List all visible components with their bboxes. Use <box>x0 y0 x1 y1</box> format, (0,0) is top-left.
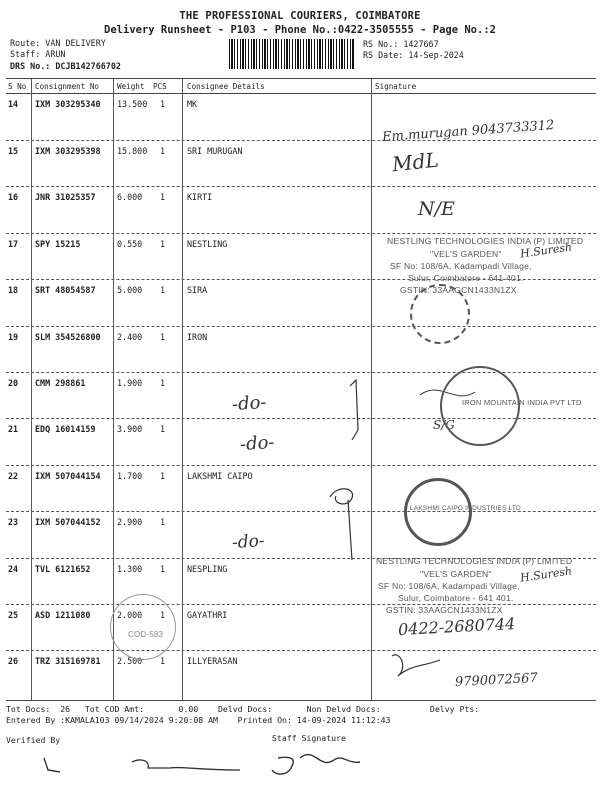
handwritten-phone: 0422-2680744 <box>397 613 516 640</box>
lakshmi-seal <box>404 478 472 546</box>
row-pcs: 1 <box>160 378 166 388</box>
row-consignee: NESPLING <box>187 564 228 574</box>
col-header-sno: S No <box>8 82 27 91</box>
seal-text: LAKSHMI CAIPO INDUSTRIES LTD <box>410 505 521 512</box>
row-pcs: 1 <box>160 239 166 249</box>
stamp-line: NESTLING TECHNOLOGIES INDIA (P) LIMITED <box>376 556 573 566</box>
row-consignee: LAKSHMI CAIPO <box>187 471 253 481</box>
row-consignment: SLM 354526800 <box>35 332 101 342</box>
row-pcs: 1 <box>160 656 166 666</box>
handwritten-phone: 9790072567 <box>454 670 539 691</box>
row-pcs: 1 <box>160 99 166 109</box>
row-sno: 21 <box>8 424 19 434</box>
seal-text: IRON MOUNTAIN INDIA PVT LTD <box>462 398 582 407</box>
row-pcs: 1 <box>160 285 166 295</box>
totals-line: Tot Docs: 26 Tot COD Amt: 0.00 Delvd Docs: Non Delvd Docs: Delvy Pts: <box>6 704 480 714</box>
round-seal <box>410 284 470 344</box>
row-weight: 15.800 <box>117 146 148 156</box>
row-pcs: 1 <box>160 610 166 620</box>
row-sno: 19 <box>8 332 19 342</box>
handwritten-signature: H.Suresh <box>519 564 573 585</box>
row-sno: 26 <box>8 656 19 666</box>
row-sno: 15 <box>8 146 19 156</box>
stamp-line: SF No: 108/6A, Kadampadi Village, <box>390 261 532 271</box>
row-consignee: MK <box>187 99 198 109</box>
company-title: THE PROFESSIONAL COURIERS, COIMBATORE <box>179 10 421 22</box>
row-weight: 6.000 <box>117 192 143 202</box>
row-consignee: SRI MURUGAN <box>187 146 243 156</box>
row-sno: 22 <box>8 471 19 481</box>
row-weight: 3.900 <box>117 424 143 434</box>
row-consignee: ILLYERASAN <box>187 656 238 666</box>
row-pcs: 1 <box>160 332 166 342</box>
handwritten-signature: S/G <box>433 418 455 432</box>
row-weight: 13.500 <box>117 99 148 109</box>
row-consignment: ASD 1211080 <box>35 610 91 620</box>
row-consignment: TRZ 315169781 <box>35 656 101 666</box>
row-weight: 2.400 <box>117 332 143 342</box>
stamp-line: Sulur, Coimbatore - 641 401. <box>398 593 514 603</box>
col-header-weight: Weight <box>117 82 145 91</box>
stamp-line: "VEL'S GARDEN" <box>430 249 502 259</box>
row-sno: 16 <box>8 192 19 202</box>
stamp-line: "VEL'S GARDEN" <box>420 569 492 579</box>
row-weight: 0.550 <box>117 239 143 249</box>
stamp-line: NESTLING TECHNOLOGIES INDIA (P) LIMITED <box>387 236 584 246</box>
staff-signature-label: Staff Signature <box>272 733 346 743</box>
row-pcs: 1 <box>160 564 166 574</box>
handwritten-signature: Em.murugan 9043733312 <box>381 118 555 145</box>
row-pcs: 1 <box>160 192 166 202</box>
rs-number: RS No.: 1427667 <box>363 39 439 49</box>
row-consignment: JNR 31025357 <box>35 192 96 202</box>
handwritten-signature: H.Suresh <box>519 240 573 261</box>
handwritten-signature: N/E <box>418 198 455 220</box>
row-consignee: KIRTI <box>187 192 213 202</box>
row-weight: 2.500 <box>117 656 143 666</box>
row-consignment: SPY 15215 <box>35 239 81 249</box>
verified-by-label: Verified By <box>6 735 61 745</box>
row-consignee: IRON <box>187 332 208 342</box>
row-consignee: GAYATHRI <box>187 610 228 620</box>
drs-number: DRS No.: DCJB142766702 <box>10 61 121 71</box>
row-consignee: SIRA <box>187 285 208 295</box>
row-weight: 5.000 <box>117 285 143 295</box>
row-consignment: CMM 298861 <box>35 378 86 388</box>
row-pcs: 1 <box>160 471 166 481</box>
row-sno: 14 <box>8 99 19 109</box>
row-weight: 2.900 <box>117 517 143 527</box>
stamp-line: GSTIN: 33AAGCN1433N1ZX <box>400 285 517 295</box>
asd-seal <box>110 594 176 660</box>
stamp-line: SF No: 108/6A, Kadampadi Village, <box>378 581 520 591</box>
stamp-line: GSTIN: 33AAGCN1433N1ZX <box>386 605 503 615</box>
row-sno: 23 <box>8 517 19 527</box>
row-consignment: IXM 507044154 <box>35 471 101 481</box>
handwritten-ditto: -do- <box>231 530 266 554</box>
row-weight: 1.900 <box>117 378 143 388</box>
row-consignment: EDQ 16014159 <box>35 424 96 434</box>
handwritten-ditto: -do- <box>231 391 268 416</box>
row-weight: 2.000 <box>117 610 143 620</box>
footer-signatures <box>0 740 600 800</box>
row-sno: 18 <box>8 285 19 295</box>
row-pcs: 1 <box>160 517 166 527</box>
row-weight: 1.700 <box>117 471 143 481</box>
handwritten-ditto: -do- <box>239 431 276 456</box>
runsheet-subtitle: Delivery Runsheet - P103 - Phone No.:0422-3505555 - Page No.:2 <box>104 24 496 36</box>
row-pcs: 1 <box>160 146 166 156</box>
row-sno: 17 <box>8 239 19 249</box>
handwritten-signature: MdL <box>390 147 440 177</box>
col-header-consignee: Consignee Details <box>187 82 265 91</box>
row-pcs: 1 <box>160 424 166 434</box>
row-consignment: IXM 303295340 <box>35 99 101 109</box>
row-consignment: IXM 303295398 <box>35 146 101 156</box>
row-consignment: SRT 48054587 <box>35 285 96 295</box>
row-weight: 1.300 <box>117 564 143 574</box>
row-sno: 25 <box>8 610 19 620</box>
stamp-line: Sulur, Coimbatore - 641 401. <box>408 273 524 283</box>
row-sno: 24 <box>8 564 19 574</box>
seal-text: COD-583 <box>128 630 164 639</box>
row-consignee: NESTLING <box>187 239 228 249</box>
col-header-consignment: Consignment No <box>35 82 100 91</box>
entered-by-line: Entered By :KAMALA103 09/14/2024 9:20:08 AM Printed On: 14-09-2024 11:12:43 <box>6 715 391 725</box>
col-header-pcs: PCS <box>153 82 167 91</box>
staff-label: Staff: ARUN <box>10 49 66 59</box>
route-label: Route: VAN DELIVERY <box>10 38 106 48</box>
row-consignment: TVL 6121652 <box>35 564 91 574</box>
rs-date: RS Date: 14-Sep-2024 <box>363 50 464 60</box>
col-header-signature: Signature <box>375 82 417 91</box>
row-consignment: IXM 507044152 <box>35 517 101 527</box>
row-sno: 20 <box>8 378 19 388</box>
